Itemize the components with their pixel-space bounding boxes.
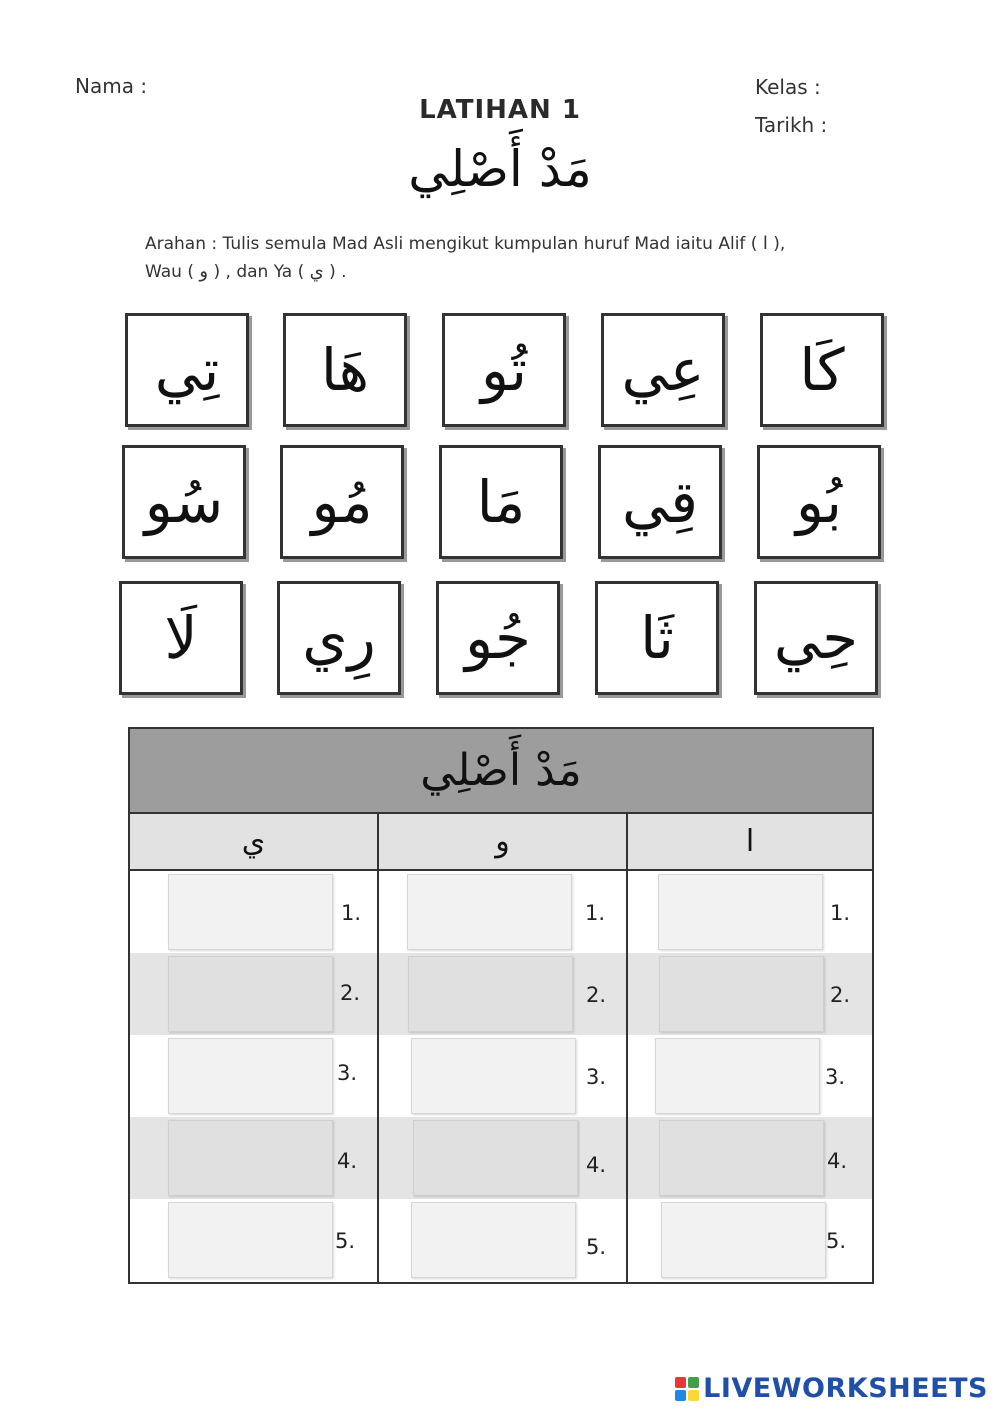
logo-square	[688, 1390, 699, 1401]
column-header-wau: و	[379, 814, 626, 871]
instructions-text: Wau (	[145, 262, 194, 282]
logo-square	[675, 1377, 686, 1388]
drop-zone[interactable]	[168, 874, 333, 950]
table-row	[130, 1199, 872, 1281]
table-title: مَدْ أَصْلِي	[130, 729, 872, 814]
row-number: 3.	[337, 1061, 358, 1085]
table-row	[130, 1117, 872, 1199]
instructions	[145, 230, 915, 286]
table-row	[130, 1035, 872, 1117]
page-title: LATIHAN 1	[419, 95, 581, 125]
ya-glyph: ي	[309, 261, 324, 282]
row-number: 4.	[586, 1153, 607, 1177]
syllable-card[interactable]: تُو	[442, 313, 566, 427]
logo-mark-icon	[675, 1377, 699, 1401]
syllable-card[interactable]: قِي	[598, 445, 722, 559]
row-number: 5.	[335, 1229, 356, 1253]
logo-text: LIVEWORKSHEETS	[703, 1373, 988, 1404]
syllable-card[interactable]: هَا	[283, 313, 407, 427]
liveworksheets-logo	[675, 1373, 988, 1404]
syllable-card[interactable]: ثَا	[595, 581, 719, 695]
column-header-alif: ا	[628, 814, 872, 871]
row-number: 4.	[337, 1149, 358, 1173]
syllable-card[interactable]: حِي	[754, 581, 878, 695]
column-divider	[377, 814, 379, 1282]
row-number: 5.	[826, 1229, 847, 1253]
syllable-card[interactable]: عِي	[601, 313, 725, 427]
drop-zone[interactable]	[411, 1038, 576, 1114]
drop-zone[interactable]	[168, 1120, 333, 1196]
tarikh-label: Tarikh :	[755, 113, 828, 137]
answer-table	[128, 727, 874, 1284]
syllable-card[interactable]: مَا	[439, 445, 563, 559]
row-number: 3.	[825, 1065, 846, 1089]
row-number: 2.	[586, 983, 607, 1007]
nama-label: Nama :	[75, 74, 148, 98]
syllable-card[interactable]: كَا	[760, 313, 884, 427]
row-number: 2.	[340, 981, 361, 1005]
alif-glyph: ا	[762, 233, 768, 254]
drop-zone[interactable]	[655, 1038, 820, 1114]
drop-zone[interactable]	[168, 1038, 333, 1114]
drop-zone[interactable]	[658, 874, 823, 950]
page-subtitle: مَدْ أَصْلِي	[408, 140, 592, 198]
instructions-line-1	[145, 230, 915, 258]
drop-zone[interactable]	[659, 1120, 824, 1196]
drop-zone[interactable]	[413, 1120, 578, 1196]
syllable-card[interactable]: رِي	[277, 581, 401, 695]
kelas-label: Kelas :	[755, 75, 821, 99]
row-number: 1.	[341, 901, 362, 925]
instructions-text: ) .	[329, 262, 347, 282]
row-number: 4.	[827, 1149, 848, 1173]
row-number: 3.	[586, 1065, 607, 1089]
drop-zone[interactable]	[411, 1202, 576, 1278]
drop-zone[interactable]	[659, 956, 824, 1032]
row-number: 5.	[586, 1235, 607, 1259]
syllable-card[interactable]: جُو	[436, 581, 560, 695]
syllable-card[interactable]: تِي	[125, 313, 249, 427]
syllable-card[interactable]: بُو	[757, 445, 881, 559]
instructions-text: ) , dan Ya (	[213, 262, 305, 282]
syllable-card[interactable]: مُو	[280, 445, 404, 559]
column-header-ya: ي	[130, 814, 377, 871]
drop-zone[interactable]	[168, 1202, 333, 1278]
drop-zone[interactable]	[407, 874, 572, 950]
table-row	[130, 871, 872, 953]
row-number: 1.	[585, 901, 606, 925]
logo-square	[688, 1377, 699, 1388]
drop-zone[interactable]	[408, 956, 573, 1032]
row-number: 1.	[830, 901, 851, 925]
instructions-text: Arahan : Tulis semula Mad Asli mengikut kumpulan huruf Mad iaitu Alif (	[145, 234, 758, 254]
table-row	[130, 953, 872, 1035]
syllable-card[interactable]: لَا	[119, 581, 243, 695]
wau-glyph: و	[199, 261, 209, 282]
instructions-line-2	[145, 258, 915, 286]
row-number: 2.	[830, 983, 851, 1007]
column-divider	[626, 814, 628, 1282]
syllable-card[interactable]: سُو	[122, 445, 246, 559]
drop-zone[interactable]	[661, 1202, 826, 1278]
logo-square	[675, 1390, 686, 1401]
instructions-text: ),	[773, 234, 786, 254]
drop-zone[interactable]	[168, 956, 333, 1032]
